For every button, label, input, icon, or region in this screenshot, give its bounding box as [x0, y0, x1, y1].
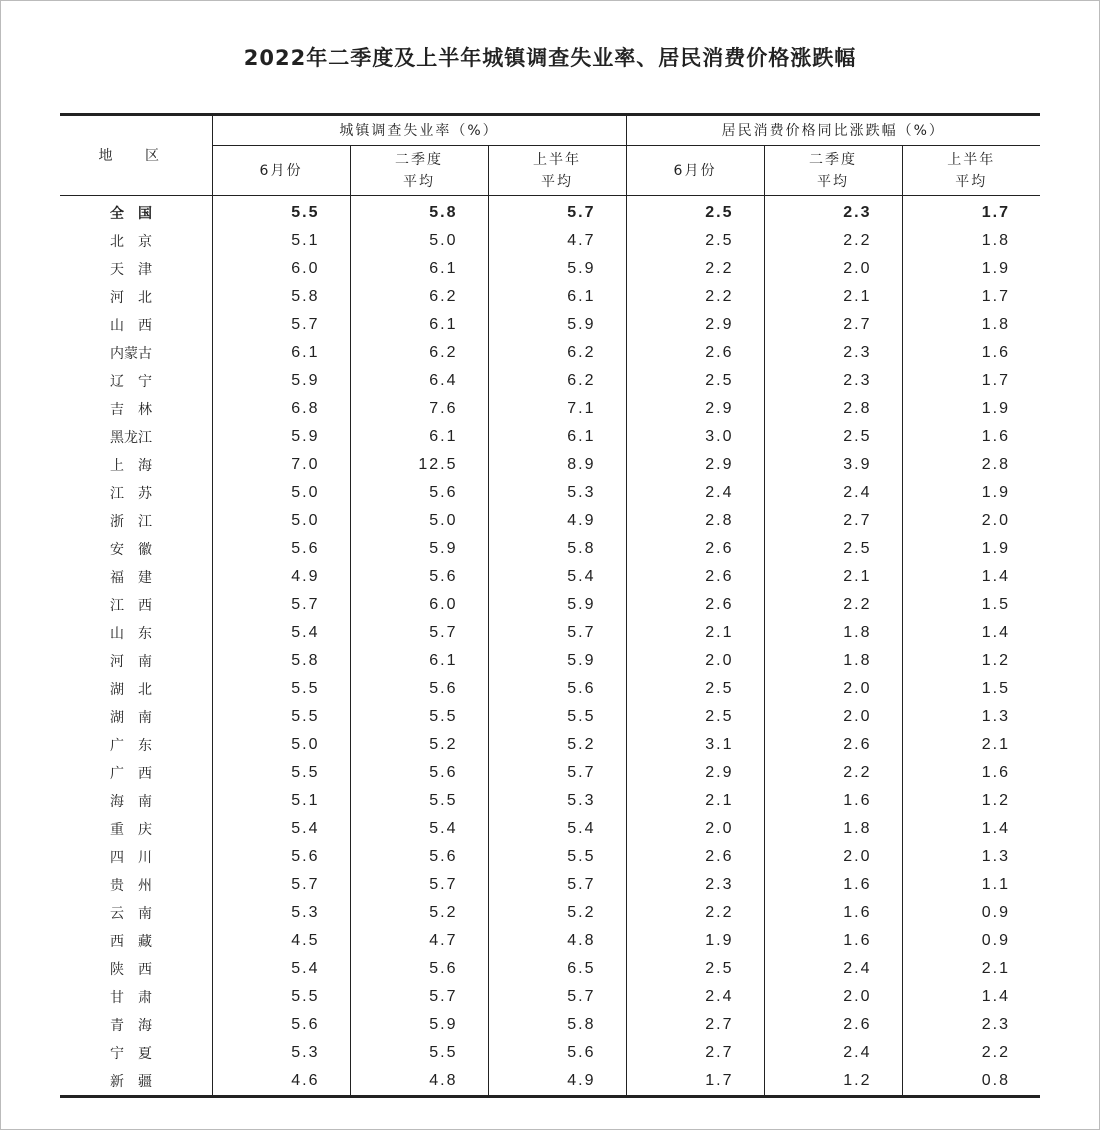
column-header	[902, 146, 1040, 196]
value-cell: 2.0	[764, 843, 902, 871]
value-cell: 1.4	[902, 619, 1040, 647]
value-cell: 1.7	[626, 1067, 764, 1097]
value-cell: 5.3	[212, 899, 350, 927]
value-cell: 5.2	[350, 899, 488, 927]
value-cell: 5.5	[212, 759, 350, 787]
value-cell: 2.4	[764, 479, 902, 507]
value-cell: 2.9	[626, 395, 764, 423]
table-row	[60, 591, 1040, 619]
value-cell: 5.3	[212, 1039, 350, 1067]
table-row	[60, 927, 1040, 955]
value-cell: 5.7	[488, 196, 626, 228]
region-cell: 吉 林	[110, 402, 152, 418]
table-row	[60, 843, 1040, 871]
value-cell: 1.6	[902, 759, 1040, 787]
value-cell: 0.9	[902, 899, 1040, 927]
region-cell: 西 藏	[110, 934, 152, 950]
value-cell: 2.1	[626, 787, 764, 815]
value-cell: 1.9	[902, 479, 1040, 507]
value-cell: 0.8	[902, 1067, 1040, 1097]
value-cell: 2.0	[764, 255, 902, 283]
region-header: 地 区	[60, 115, 212, 196]
value-cell: 1.6	[764, 927, 902, 955]
value-cell: 2.6	[626, 843, 764, 871]
value-cell: 5.6	[488, 675, 626, 703]
value-cell: 5.7	[488, 983, 626, 1011]
region-cell: 山 东	[110, 626, 152, 642]
value-cell: 2.2	[764, 759, 902, 787]
value-cell: 5.5	[212, 703, 350, 731]
value-cell: 1.7	[902, 283, 1040, 311]
value-cell: 2.4	[764, 1039, 902, 1067]
value-cell: 5.6	[488, 1039, 626, 1067]
value-cell: 5.2	[350, 731, 488, 759]
value-cell: 7.6	[350, 395, 488, 423]
value-cell: 1.5	[902, 591, 1040, 619]
value-cell: 2.5	[626, 227, 764, 255]
value-cell: 6.1	[350, 647, 488, 675]
value-cell: 5.9	[212, 367, 350, 395]
value-cell: 1.9	[902, 535, 1040, 563]
value-cell: 6.1	[350, 311, 488, 339]
value-cell: 2.0	[626, 815, 764, 843]
value-cell: 4.6	[212, 1067, 350, 1097]
value-cell: 2.5	[626, 367, 764, 395]
value-cell: 5.5	[488, 703, 626, 731]
value-cell: 5.6	[350, 759, 488, 787]
value-cell: 1.2	[764, 1067, 902, 1097]
value-cell: 5.5	[212, 675, 350, 703]
value-cell: 2.1	[764, 563, 902, 591]
value-cell: 2.4	[626, 983, 764, 1011]
region-cell: 江 西	[110, 598, 152, 614]
value-cell: 2.6	[764, 731, 902, 759]
value-cell: 1.4	[902, 815, 1040, 843]
value-cell: 2.2	[626, 283, 764, 311]
value-cell: 2.2	[902, 1039, 1040, 1067]
value-cell: 5.0	[350, 227, 488, 255]
table-row	[60, 899, 1040, 927]
value-cell: 2.5	[626, 703, 764, 731]
value-cell: 5.1	[212, 787, 350, 815]
value-cell: 2.6	[626, 591, 764, 619]
table-row	[60, 1039, 1040, 1067]
value-cell: 1.3	[902, 703, 1040, 731]
value-cell: 7.0	[212, 451, 350, 479]
region-cell: 浙 江	[110, 514, 152, 530]
region-cell: 甘 肃	[110, 990, 152, 1006]
value-cell: 2.3	[764, 339, 902, 367]
table-row	[60, 227, 1040, 255]
value-cell: 5.8	[488, 1011, 626, 1039]
region-cell: 陕 西	[110, 962, 152, 978]
table-row	[60, 451, 1040, 479]
value-cell: 2.1	[902, 731, 1040, 759]
value-cell: 6.2	[350, 283, 488, 311]
value-cell: 3.9	[764, 451, 902, 479]
table-row	[60, 815, 1040, 843]
region-cell: 重 庆	[110, 822, 152, 838]
table-row	[60, 619, 1040, 647]
value-cell: 2.3	[764, 196, 902, 228]
value-cell: 5.5	[488, 843, 626, 871]
table-row	[60, 1067, 1040, 1097]
unemployment-group-header: 城镇调查失业率（%）	[212, 115, 626, 146]
region-cell: 江 苏	[110, 486, 152, 502]
value-cell: 1.1	[902, 871, 1040, 899]
value-cell: 4.8	[488, 927, 626, 955]
value-cell: 2.5	[626, 955, 764, 983]
value-cell: 6.1	[488, 423, 626, 451]
page-title: 2022年二季度及上半年城镇调查失业率、居民消费价格涨跌幅	[243, 46, 857, 70]
value-cell: 2.5	[626, 675, 764, 703]
value-cell: 5.9	[212, 423, 350, 451]
column-header	[626, 146, 764, 196]
value-cell: 2.2	[764, 591, 902, 619]
value-cell: 5.6	[212, 843, 350, 871]
value-cell: 6.5	[488, 955, 626, 983]
region-cell: 辽 宁	[110, 374, 152, 390]
value-cell: 4.8	[350, 1067, 488, 1097]
value-cell: 1.4	[902, 983, 1040, 1011]
value-cell: 5.5	[212, 983, 350, 1011]
region-cell: 广 东	[110, 738, 152, 754]
value-cell: 4.9	[488, 1067, 626, 1097]
value-cell: 5.7	[212, 591, 350, 619]
value-cell: 6.8	[212, 395, 350, 423]
value-cell: 5.7	[350, 619, 488, 647]
value-cell: 2.2	[764, 227, 902, 255]
value-cell: 5.9	[488, 255, 626, 283]
value-cell: 5.9	[488, 311, 626, 339]
value-cell: 0.9	[902, 927, 1040, 955]
value-cell: 2.0	[764, 703, 902, 731]
value-cell: 1.7	[902, 196, 1040, 228]
value-cell: 5.4	[350, 815, 488, 843]
value-cell: 1.2	[902, 787, 1040, 815]
value-cell: 2.7	[626, 1039, 764, 1067]
column-header-line: 上半年	[947, 151, 996, 168]
region-cell: 全 国	[110, 206, 152, 222]
value-cell: 5.5	[350, 787, 488, 815]
value-cell: 5.1	[212, 227, 350, 255]
value-cell: 5.2	[488, 731, 626, 759]
value-cell: 5.7	[488, 619, 626, 647]
value-cell: 1.8	[764, 619, 902, 647]
table-row	[60, 983, 1040, 1011]
column-header	[764, 146, 902, 196]
region-cell: 广 西	[110, 766, 152, 782]
table-row	[60, 367, 1040, 395]
value-cell: 5.7	[212, 311, 350, 339]
value-cell: 6.4	[350, 367, 488, 395]
value-cell: 2.1	[764, 283, 902, 311]
table-row	[60, 479, 1040, 507]
value-cell: 5.5	[350, 703, 488, 731]
value-cell: 6.2	[488, 367, 626, 395]
value-cell: 5.7	[212, 871, 350, 899]
region-cell: 新 疆	[60, 1067, 212, 1097]
region-cell: 河 北	[110, 290, 152, 306]
column-header	[212, 146, 350, 196]
value-cell: 2.9	[626, 759, 764, 787]
value-cell: 5.4	[212, 955, 350, 983]
value-cell: 5.7	[350, 871, 488, 899]
value-cell: 5.9	[350, 1011, 488, 1039]
value-cell: 4.7	[350, 927, 488, 955]
region-cell: 北 京	[110, 234, 152, 250]
value-cell: 5.4	[212, 815, 350, 843]
value-cell: 5.9	[488, 647, 626, 675]
value-cell: 2.0	[626, 647, 764, 675]
region-cell: 湖 南	[110, 710, 152, 726]
table-row	[60, 535, 1040, 563]
value-cell: 5.4	[488, 563, 626, 591]
value-cell: 5.4	[212, 619, 350, 647]
value-cell: 5.6	[350, 479, 488, 507]
region-cell: 青 海	[110, 1018, 152, 1034]
value-cell: 5.8	[212, 283, 350, 311]
region-cell: 云 南	[110, 906, 152, 922]
value-cell: 2.8	[902, 451, 1040, 479]
value-cell: 2.8	[626, 507, 764, 535]
value-cell: 5.8	[350, 196, 488, 228]
value-cell: 3.0	[626, 423, 764, 451]
value-cell: 5.5	[212, 196, 350, 228]
region-cell: 安 徽	[110, 542, 152, 558]
column-header	[350, 146, 488, 196]
table-row	[60, 871, 1040, 899]
region-cell: 福 建	[110, 570, 152, 586]
statistics-table	[60, 113, 1040, 1098]
region-cell: 宁 夏	[110, 1046, 152, 1062]
value-cell: 6.1	[212, 339, 350, 367]
table-row	[60, 507, 1040, 535]
column-header-line: 6月份	[259, 162, 303, 179]
value-cell: 4.5	[212, 927, 350, 955]
table-row	[60, 955, 1040, 983]
value-cell: 2.2	[626, 255, 764, 283]
table-row	[60, 283, 1040, 311]
value-cell: 1.4	[902, 563, 1040, 591]
value-cell: 2.8	[764, 395, 902, 423]
table-row	[60, 311, 1040, 339]
column-header-line: 平均	[955, 173, 988, 190]
value-cell: 2.6	[626, 339, 764, 367]
value-cell: 1.5	[902, 675, 1040, 703]
value-cell: 2.4	[764, 955, 902, 983]
value-cell: 2.5	[764, 535, 902, 563]
value-cell: 1.6	[902, 423, 1040, 451]
region-cell: 贵 州	[110, 878, 152, 894]
value-cell: 6.0	[212, 255, 350, 283]
value-cell: 6.2	[350, 339, 488, 367]
column-header-line: 上半年	[533, 151, 581, 168]
value-cell: 5.2	[488, 899, 626, 927]
column-header	[488, 146, 626, 196]
value-cell: 5.8	[212, 647, 350, 675]
column-header-line: 平均	[541, 173, 573, 190]
region-cell: 内蒙古	[110, 346, 152, 362]
column-header-line: 平均	[403, 173, 435, 190]
value-cell: 5.6	[350, 955, 488, 983]
value-cell: 2.6	[764, 1011, 902, 1039]
value-cell: 5.0	[212, 507, 350, 535]
value-cell: 5.9	[488, 591, 626, 619]
table-row-national	[60, 196, 1040, 228]
value-cell: 5.7	[350, 983, 488, 1011]
value-cell: 2.9	[626, 311, 764, 339]
value-cell: 1.9	[626, 927, 764, 955]
table-row	[60, 675, 1040, 703]
value-cell: 2.1	[626, 619, 764, 647]
value-cell: 4.9	[488, 507, 626, 535]
value-cell: 2.0	[902, 507, 1040, 535]
value-cell: 2.2	[626, 899, 764, 927]
column-header-line: 二季度	[395, 151, 443, 168]
region-cell: 天 津	[110, 262, 152, 278]
cpi-group-header: 居民消费价格同比涨跌幅（%）	[626, 115, 1040, 146]
value-cell: 2.9	[626, 451, 764, 479]
value-cell: 1.8	[902, 311, 1040, 339]
value-cell: 1.8	[764, 815, 902, 843]
value-cell: 5.0	[212, 731, 350, 759]
value-cell: 6.0	[350, 591, 488, 619]
table-row	[60, 647, 1040, 675]
value-cell: 1.3	[902, 843, 1040, 871]
table-row	[60, 731, 1040, 759]
value-cell: 4.7	[488, 227, 626, 255]
value-cell: 1.8	[764, 647, 902, 675]
region-cell: 上 海	[110, 458, 152, 474]
value-cell: 5.3	[488, 479, 626, 507]
value-cell: 5.0	[212, 479, 350, 507]
region-cell: 河 南	[110, 654, 152, 670]
value-cell: 5.9	[350, 535, 488, 563]
value-cell: 2.7	[764, 507, 902, 535]
value-cell: 2.6	[626, 535, 764, 563]
value-cell: 1.8	[902, 227, 1040, 255]
value-cell: 5.6	[350, 843, 488, 871]
value-cell: 2.1	[902, 955, 1040, 983]
table-row	[60, 563, 1040, 591]
value-cell: 5.7	[488, 871, 626, 899]
value-cell: 2.4	[626, 479, 764, 507]
column-header-line: 二季度	[809, 151, 857, 168]
value-cell: 2.7	[626, 1011, 764, 1039]
value-cell: 2.0	[764, 983, 902, 1011]
table-row	[60, 787, 1040, 815]
value-cell: 5.6	[212, 1011, 350, 1039]
value-cell: 2.3	[626, 871, 764, 899]
table-row	[60, 255, 1040, 283]
region-cell: 黑龙江	[110, 430, 152, 446]
region-cell: 海 南	[110, 794, 152, 810]
value-cell: 5.6	[350, 675, 488, 703]
value-cell: 5.4	[488, 815, 626, 843]
value-cell: 1.2	[902, 647, 1040, 675]
value-cell: 1.6	[764, 871, 902, 899]
value-cell: 5.3	[488, 787, 626, 815]
table-row	[60, 759, 1040, 787]
value-cell: 5.5	[350, 1039, 488, 1067]
column-header-line: 平均	[817, 173, 849, 190]
table-row	[60, 703, 1040, 731]
region-cell: 四 川	[110, 850, 152, 866]
value-cell: 5.8	[488, 535, 626, 563]
value-cell: 2.5	[626, 196, 764, 228]
region-cell: 山 西	[110, 318, 152, 334]
value-cell: 1.6	[764, 899, 902, 927]
table-row	[60, 395, 1040, 423]
value-cell: 5.6	[350, 563, 488, 591]
region-cell: 湖 北	[110, 682, 152, 698]
table-row	[60, 1011, 1040, 1039]
value-cell: 1.6	[902, 339, 1040, 367]
value-cell: 5.0	[350, 507, 488, 535]
value-cell: 5.6	[212, 535, 350, 563]
table-row	[60, 339, 1040, 367]
value-cell: 1.9	[902, 255, 1040, 283]
value-cell: 12.5	[350, 451, 488, 479]
value-cell: 1.7	[902, 367, 1040, 395]
value-cell: 2.5	[764, 423, 902, 451]
value-cell: 4.9	[212, 563, 350, 591]
value-cell: 6.1	[350, 423, 488, 451]
value-cell: 1.6	[764, 787, 902, 815]
value-cell: 7.1	[488, 395, 626, 423]
value-cell: 3.1	[626, 731, 764, 759]
value-cell: 1.9	[902, 395, 1040, 423]
table-row	[60, 423, 1040, 451]
value-cell: 6.1	[350, 255, 488, 283]
value-cell: 2.0	[764, 675, 902, 703]
value-cell: 8.9	[488, 451, 626, 479]
value-cell: 6.2	[488, 339, 626, 367]
value-cell: 2.6	[626, 563, 764, 591]
value-cell: 5.7	[488, 759, 626, 787]
value-cell: 2.7	[764, 311, 902, 339]
value-cell: 2.3	[902, 1011, 1040, 1039]
value-cell: 2.3	[764, 367, 902, 395]
value-cell: 6.1	[488, 283, 626, 311]
column-header-line: 6月份	[673, 162, 717, 179]
